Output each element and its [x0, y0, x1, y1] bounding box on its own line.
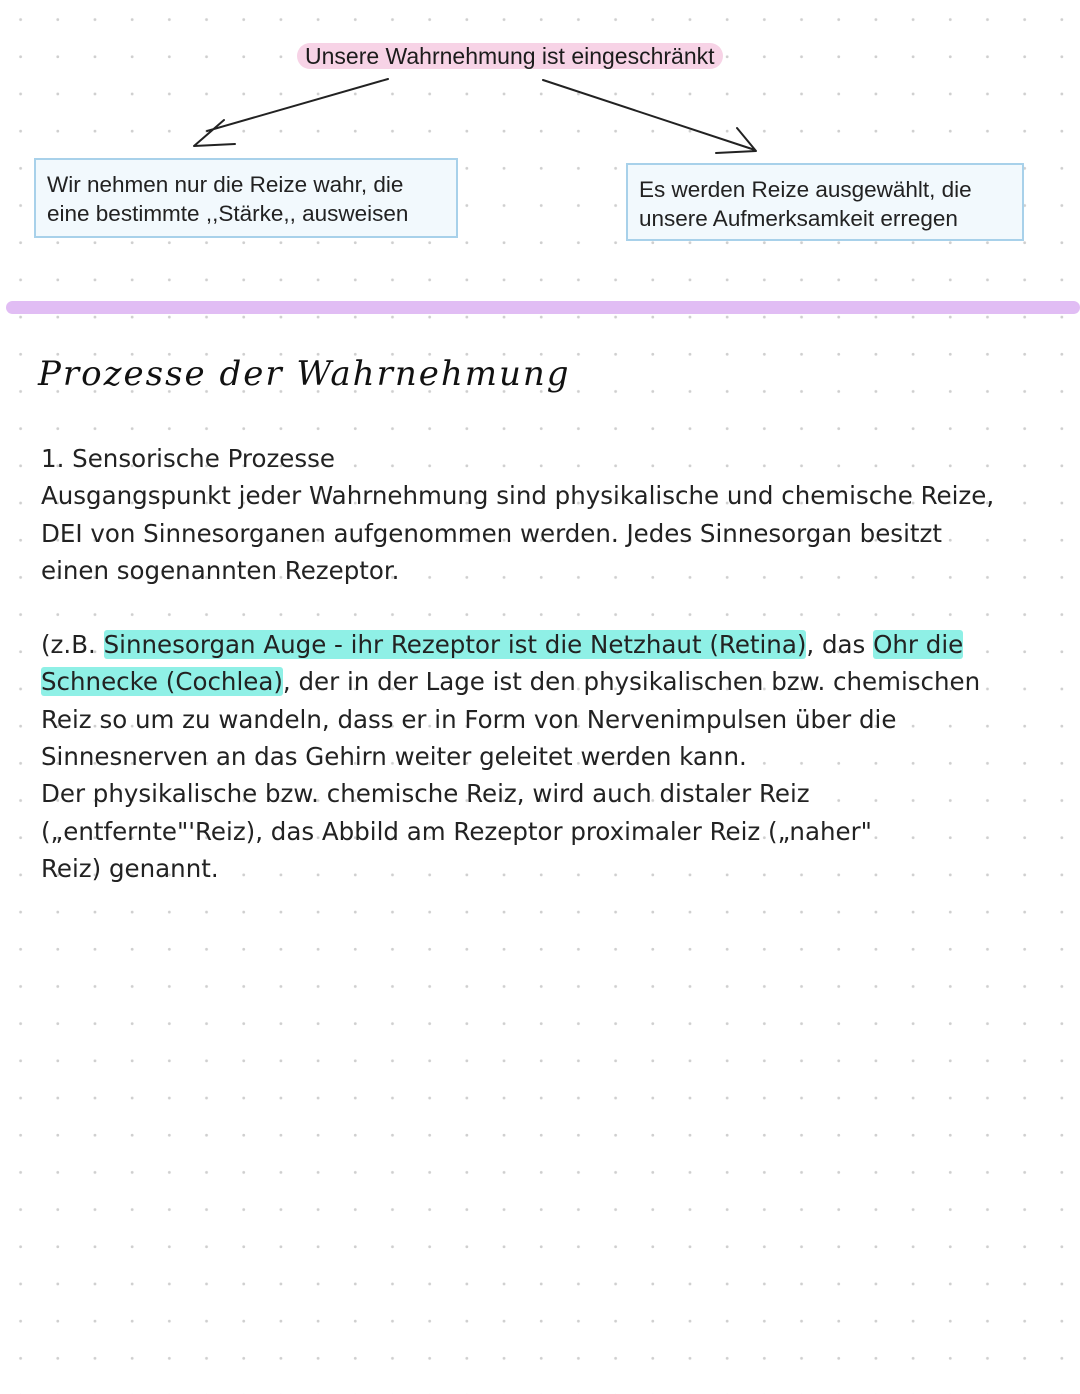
para2-line5: Der physikalische bzw. chemische Reiz, wird auch distaler Reiz: [41, 779, 810, 809]
subheading: 1. Sensorische Prozesse: [41, 444, 335, 473]
left-box-line2: eine bestimmte ,,Stärke,, ausweisen: [47, 201, 409, 226]
para2-l1-text-a: (z.B.: [41, 630, 104, 660]
para2-line7: Reiz) genannt.: [41, 853, 219, 883]
para1-line3: einen sogenannten Rezeptor.: [41, 555, 400, 585]
right-arrow: [543, 80, 756, 153]
right-box-line2: unsere Aufmerksamkeit erregen: [639, 206, 958, 231]
para2-line1: [41, 626, 1051, 663]
highlight-eye: Sinnesorgan Auge - ihr Rezeptor ist die Netzhaut (Retina): [103, 630, 807, 660]
main-title: Unsere Wahrnehmung ist eingeschränkt: [305, 43, 715, 69]
left-arrow: [194, 79, 388, 146]
para2-line6: („entfernte"'Reiz), das Abbild am Rezeptor proximaler Reiz („naher": [41, 816, 872, 846]
para2-line3: Reiz so um zu wandeln, dass er in Form von Nervenimpulsen über die: [41, 704, 897, 734]
arrows: [0, 0, 1080, 300]
section-heading: Prozesse der Wahrnehmung: [38, 354, 571, 394]
right-box: [626, 163, 1024, 241]
para2-line4: Sinnesnerven an das Gehirn weiter geleitet werden kann.: [41, 742, 747, 772]
para2-line2: [41, 663, 1051, 700]
right-box-line1: Es werden Reize ausgewählt, die: [639, 177, 972, 202]
body-text: [41, 440, 1051, 887]
highlight-cochlea: Schnecke (Cochlea): [41, 667, 283, 697]
left-box-line1: Wir nehmen nur die Reize wahr, die: [47, 172, 404, 197]
left-box: [34, 158, 458, 238]
para2-l1-text-b: , das: [806, 630, 874, 660]
para1-line1: Ausgangspunkt jeder Wahrnehmung sind physikalische und chemische Reize,: [41, 481, 995, 511]
highlight-ear: Ohr die: [873, 630, 964, 660]
para1-line2: DEI von Sinnesorganen aufgenommen werden. Jedes Sinnesorgan besitzt: [41, 518, 942, 548]
section-divider: [6, 301, 1080, 314]
para2-l2-text: , der in der Lage ist den physikalischen bzw. chemischen: [282, 667, 981, 697]
